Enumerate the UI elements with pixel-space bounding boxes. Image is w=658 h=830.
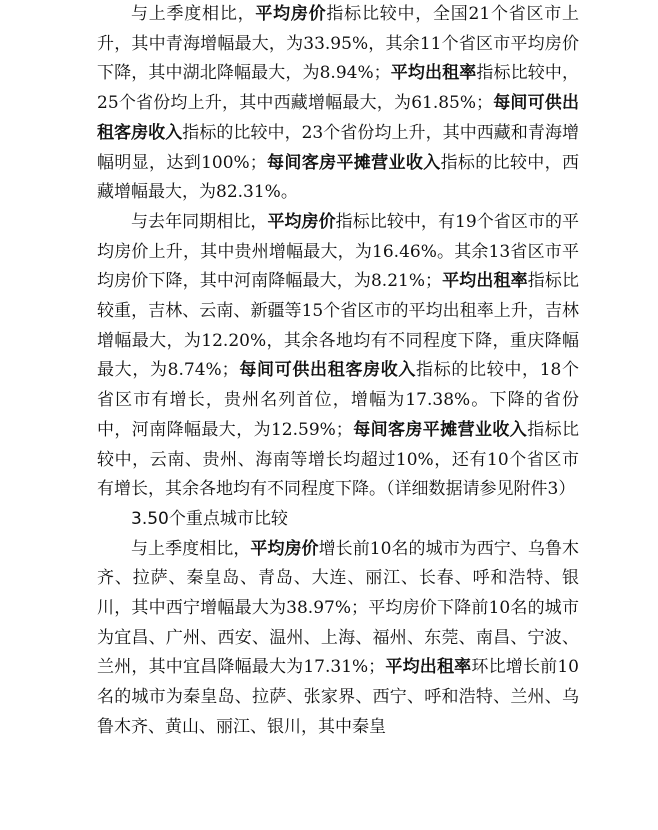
- text-run: 指标比较中，云南、贵州、海南等增长均超过10%，还有10个省区市有增长，其余各地均有不同程度下降。（详细数据请参见附件3）: [97, 419, 580, 500]
- bold-term-occupancy-rate: 平均出租率: [442, 271, 528, 292]
- document-page: [97, 0, 579, 743]
- bold-term-revenue-per-room: 每间客房平摊营业收入: [352, 419, 528, 440]
- text-run: 环比增长前10名的城市为秦皇岛、拉萨、张家界、西宁、呼和浩特、兰州、乌鲁木齐、黄山、丽江、银川，其中秦皇: [97, 657, 579, 737]
- bold-term-revenue-per-room: 每间客房平摊营业收入: [266, 152, 441, 173]
- text-run: 指标的比较中，西藏增幅最大，为82.31%。: [97, 152, 580, 203]
- text-run: 指标比较中，全国21个省区市上升，其中青海增幅最大，为33.95%，其余11个省区市平均房价下降，其中湖北降幅最大，为8.94%；: [97, 4, 579, 84]
- paragraph-quarter-comparison: [97, 0, 579, 208]
- bold-term-occupancy-rate: 平均出租率: [385, 657, 472, 678]
- text-run: 指标比较中，25个省份均上升，其中西藏增幅最大，为61.85%；: [97, 63, 579, 114]
- bold-term-occupancy-rate: 平均出租率: [390, 63, 477, 84]
- bold-term-average-room-price: 平均房价: [255, 4, 327, 24]
- bold-term-average-room-price: 平均房价: [250, 538, 319, 559]
- text-run: 指标比较重，吉林、云南、新疆等15个省区市的平均出租率上升，吉林增幅最大，为12.20%，其余各地均有不同程度下降，重庆降幅最大，为8.74%；: [97, 271, 579, 381]
- text-run: 与上季度相比，: [131, 4, 256, 24]
- section-heading: 3.50个重点城市比较: [131, 508, 288, 529]
- text-run: 指标比较中，有19个省区市的平均房价上升，其中贵州增幅最大，为16.46%。其余13省区市平均房价下降，其中河南降幅最大，为8.21%；: [97, 211, 579, 292]
- text-run: 指标的比较中，23个省份均上升，其中西藏和青海增幅明显，达到100%；: [97, 122, 580, 173]
- text-run: 与去年同期相比，: [131, 211, 268, 232]
- text-run: 与上季度相比，: [131, 538, 251, 559]
- bold-term-revpar: 每间可供出租客房收入: [238, 360, 417, 381]
- paragraph-year-over-year: [97, 208, 579, 505]
- bold-term-revpar: 每间可供出租客房收入: [97, 93, 580, 143]
- bold-term-average-room-price: 平均房价: [267, 211, 336, 232]
- text-run: 增长前10名的城市为西宁、乌鲁木齐、拉萨、秦皇岛、青岛、大连、丽江、长春、呼和浩特、银川，其中西宁增幅最大为38.97%；平均房价下降前10名的城市为宜昌、广州、西安、温州、上海、福州、东莞、南昌、宁波、兰州，其中宜昌降幅最大为17.31%；: [97, 538, 580, 678]
- paragraph-key-cities: [97, 535, 579, 743]
- text-run: 指标的比较中，18个省区市有增长，贵州名列首位，增幅为17.38%。下降的省份中，河南降幅最大，为12.59%；: [97, 360, 579, 440]
